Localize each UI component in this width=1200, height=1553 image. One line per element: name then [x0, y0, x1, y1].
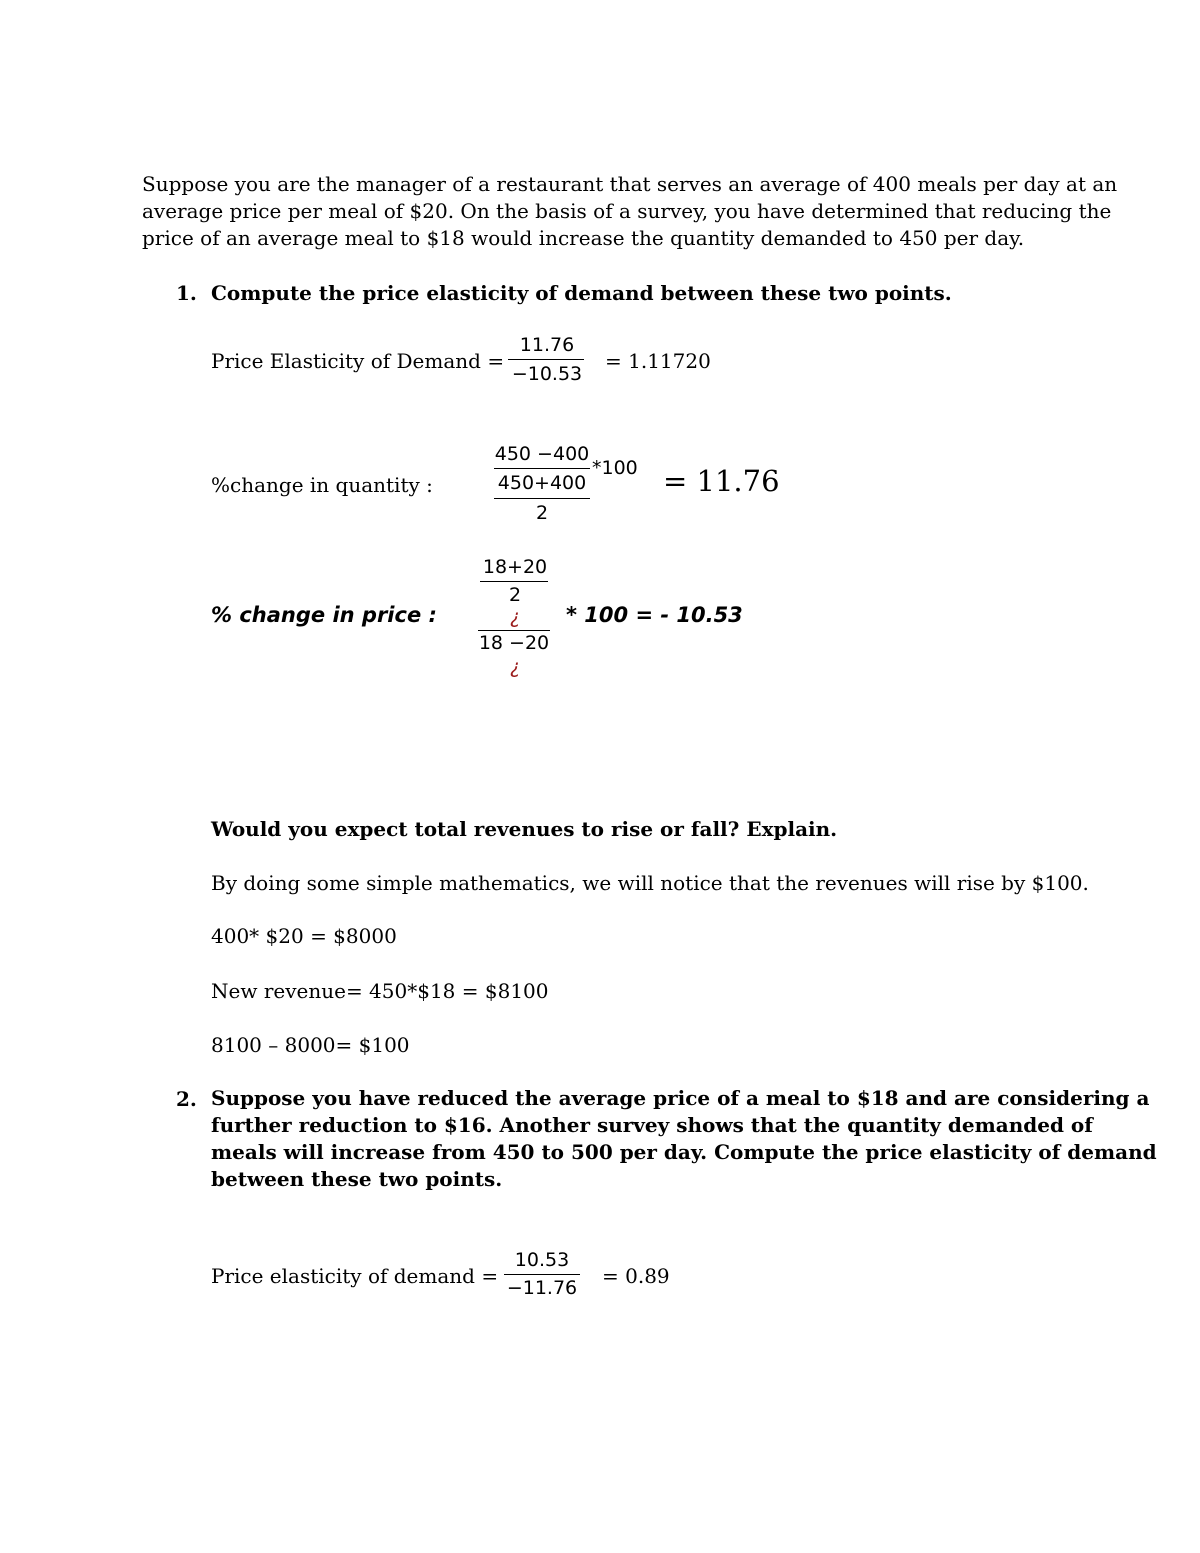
fraction-bar	[504, 1274, 580, 1275]
price-times-result: * 100 = - 10.53	[566, 603, 743, 627]
error-glyph: ¿	[509, 606, 521, 628]
revenue-calc-old: 400* $20 = $8000	[211, 924, 397, 948]
qty-label: %change in quantity :	[211, 473, 433, 497]
price-label: % change in price :	[211, 603, 437, 627]
ped2-denominator: −11.76	[506, 1277, 578, 1299]
revenue-calc-new: New revenue= 450*$18 = $8100	[211, 979, 549, 1003]
intro-line: price of an average meal to $18 would increase the quantity demanded to 450 per day.	[142, 226, 1025, 250]
question-2-line: meals will increase from 450 to 500 per day. Compute the price elasticity of demand	[211, 1140, 1157, 1164]
intro-line: average price per meal of $20. On the basis of a survey, you have determined that reducing the	[142, 199, 1112, 223]
ped2-numerator: 10.53	[514, 1249, 570, 1271]
fraction-bar	[508, 359, 584, 360]
ped-numerator: 11.76	[519, 334, 575, 356]
ped-result: = 1.11720	[605, 349, 711, 373]
price-numerator-divisor: 2	[508, 584, 522, 606]
ped2-label: Price elasticity of demand =	[211, 1264, 499, 1288]
ped-label: Price Elasticity of Demand =	[211, 349, 505, 373]
qty-numerator: 450 −400	[494, 443, 590, 465]
question-2-number: 2.	[176, 1087, 197, 1111]
qty-denominator: 450+400	[497, 472, 587, 494]
fraction-bar	[480, 581, 548, 582]
qty-result: = 11.76	[663, 464, 780, 498]
question-1-text: Compute the price elasticity of demand between these two points.	[211, 281, 952, 305]
price-numerator: 18+20	[482, 556, 548, 578]
ped2-result: = 0.89	[602, 1264, 670, 1288]
ped-denominator: −10.53	[511, 363, 583, 385]
fraction-bar	[494, 498, 590, 499]
error-glyph: ¿	[509, 656, 521, 678]
question-2-line: between these two points.	[211, 1167, 503, 1191]
qty-times: *100	[592, 457, 638, 479]
price-denominator: 18 −20	[478, 632, 550, 654]
question-2-line: Suppose you have reduced the average price of a meal to $18 and are considering a	[211, 1086, 1150, 1110]
question-1-number: 1.	[176, 281, 197, 305]
revenue-calc-diff: 8100 – 8000= $100	[211, 1033, 410, 1057]
revenue-question: Would you expect total revenues to rise or fall? Explain.	[211, 817, 838, 841]
intro-line: Suppose you are the manager of a restaurant that serves an average of 400 meals per day at an	[142, 172, 1118, 196]
qty-denominator-divisor: 2	[535, 502, 549, 524]
question-2-line: further reduction to $16. Another survey shows that the quantity demanded of	[211, 1113, 1093, 1137]
fraction-bar	[478, 630, 550, 631]
revenue-answer: By doing some simple mathematics, we will notice that the revenues will rise by $100.	[211, 871, 1089, 895]
fraction-bar	[494, 468, 590, 469]
